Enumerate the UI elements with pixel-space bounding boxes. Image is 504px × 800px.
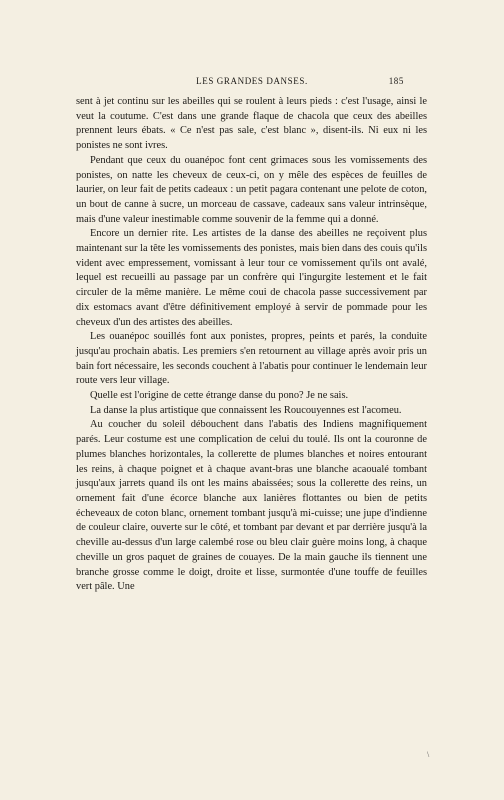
- print-mark: \: [427, 750, 430, 759]
- paragraph: Au coucher du soleil débouchent dans l'abatis des Indiens magnifiquement parés. Leur costume est une complication de celui du toulé. Ils ont la couronne de plumes blanches horizontales, la collerette de plumes blanches et noires entourant les reins, à chaque poignet et à chaque avant-bras une blanche acaoualé tombant jusqu'aux jarrets quand ils ont les mains abaissées; sous la collerette des reins, un ornement fait d'une écorce blanche aux lanières flottantes ou bien de petits écheveaux de coton blanc, ornement tombant jusqu'à mi-cuisse; une jupe d'indienne de couleur claire, ouverte sur le côté, et tombant par devant et par derrière jusqu'à la cheville au-dessus d'un large calembé rose ou bleu clair guère moins long, à chaque cheville un gros paquet de graines de couayes. De la main gauche ils tiennent une branche grosse comme le doigt, droite et lisse, surmontée d'une touffe de feuilles vert pâle. Une: [76, 419, 427, 593]
- paragraph: Encore un dernier rite. Les artistes de la danse des abeilles ne reçoivent plus maintenant sur la tête les vomissements des ponistes, mais bien dans des couis qu'ils vident avec empressement, vomissant à leur tour ce vomissement qu'ils ont avalé, lequel est recueilli au passage par un confrère qui l'ingurgite lestement et le fait circuler de la même manière. Le même coui de chacola passe successivement par dix estomacs avant d'être définitivement employé à servir de pommade pour les cheveux d'un des artistes des abeilles.: [76, 228, 427, 328]
- page-number: 185: [388, 76, 404, 86]
- paragraph: La danse la plus artistique que connaissent les Roucouyennes est l'acomeu.: [90, 404, 402, 416]
- paragraph: Les ouanépoc souillés font aux ponistes, propres, peints et parés, la conduite jusqu'au prochain abatis. Les premiers s'en retournent au village après avoir pris un bain fort nécessaire, les seconds couchent à l'abatis pour continuer le lendemain leur route vers leur village.: [76, 331, 427, 387]
- paragraph: Quelle est l'origine de cette étrange danse du pono? Je ne sais.: [90, 390, 349, 402]
- running-title: LES GRANDES DANSES.: [196, 76, 308, 86]
- paragraph: sent à jet continu sur les abeilles qui se roulent à leurs pieds : c'est l'usage, ainsi le veut la coutume. C'est dans une grande flaque de chacola que ceux des abeilles prennent leurs ébats. « Ce n'est pas sale, c'est blanc », disent-ils. Ni eux ni les ponistes ne sont ivres.: [76, 96, 427, 152]
- running-head: [0, 76, 504, 90]
- paragraph: Pendant que ceux du ouanépoc font cent grimaces sous les vomissements des ponistes, on natte les cheveux de ceux-ci, on y mêle des espèces de feuilles de laurier, on leur fait de petits cadeaux : un petit pagara contenant une pelote de coton, un bout de canne à sucre, un morceau de cassave, cadeaux sans valeur intrinsèque, mais d'une valeur inestimable comme souvenir de la femme qui a donné.: [76, 154, 427, 225]
- text-body: [76, 95, 430, 759]
